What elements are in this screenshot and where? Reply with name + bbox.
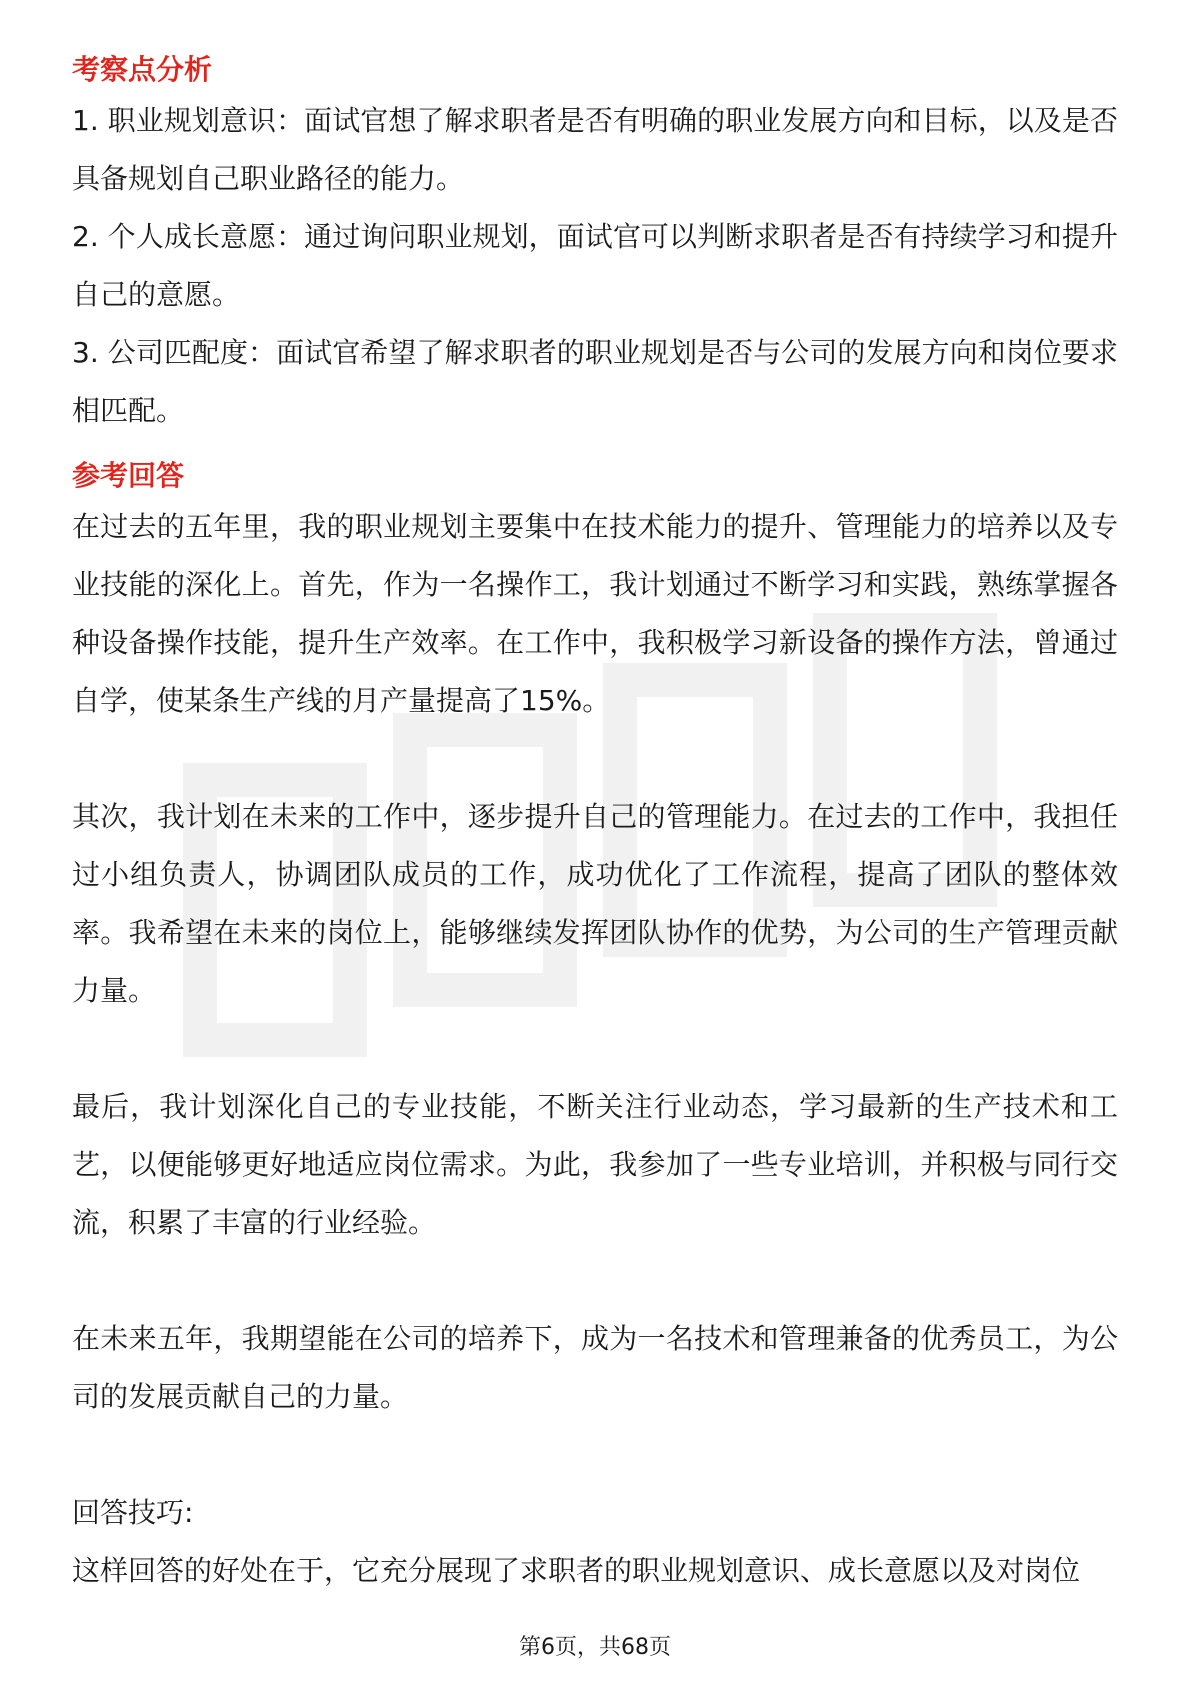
tips-text: 这样回答的好处在于，它充分展现了求职者的职业规划意识、成长意愿以及对岗位 <box>72 1554 1081 1587</box>
reference-section <box>72 454 1118 1426</box>
reference-paragraph-2: 其次，我计划在未来的工作中，逐步提升自己的管理能力。在过去的工作中，我担任过小组负责人，协调团队成员的工作，成功优化了工作流程，提高了团队的整体效率。我希望在未来的岗位上，能够继续发挥团队协作的优势，为公司的生产管理贡献力量。 <box>72 800 1118 1007</box>
analysis-heading: 考察点分析 <box>72 53 213 86</box>
reference-heading: 参考回答 <box>72 459 185 492</box>
page-number: 第6页，共68页 <box>519 1635 671 1660</box>
reference-paragraph-4: 在未来五年，我期望能在公司的培养下，成为一名技术和管理兼备的优秀员工，为公司的发展贡献自己的力量。 <box>72 1322 1118 1413</box>
document-content <box>72 48 1118 1600</box>
tips-heading: 回答技巧: <box>72 1496 194 1529</box>
tips-section <box>72 1484 1118 1600</box>
reference-paragraph-3: 最后，我计划深化自己的专业技能，不断关注行业动态，学习最新的生产技术和工艺，以便能够更好地适应岗位需求。为此，我参加了一些专业培训，并积极与同行交流，积累了丰富的行业经验。 <box>72 1090 1118 1239</box>
analysis-item-2: 2. 个人成长意愿：通过询问职业规划，面试官可以判断求职者是否有持续学习和提升自己的意愿。 <box>72 220 1118 311</box>
reference-paragraph-1: 在过去的五年里，我的职业规划主要集中在技术能力的提升、管理能力的培养以及专业技能的深化上。首先，作为一名操作工，我计划通过不断学习和实践，熟练掌握各种设备操作技能，提升生产效率。在工作中，我积极学习新设备的操作方法，曾通过自学，使某条生产线的月产量提高了15%。 <box>72 510 1118 717</box>
analysis-section <box>72 48 1118 440</box>
analysis-item-1: 1. 职业规划意识：面试官想了解求职者是否有明确的职业发展方向和目标，以及是否具备规划自己职业路径的能力。 <box>72 104 1118 195</box>
analysis-item-3: 3. 公司匹配度：面试官希望了解求职者的职业规划是否与公司的发展方向和岗位要求相匹配。 <box>72 336 1118 427</box>
